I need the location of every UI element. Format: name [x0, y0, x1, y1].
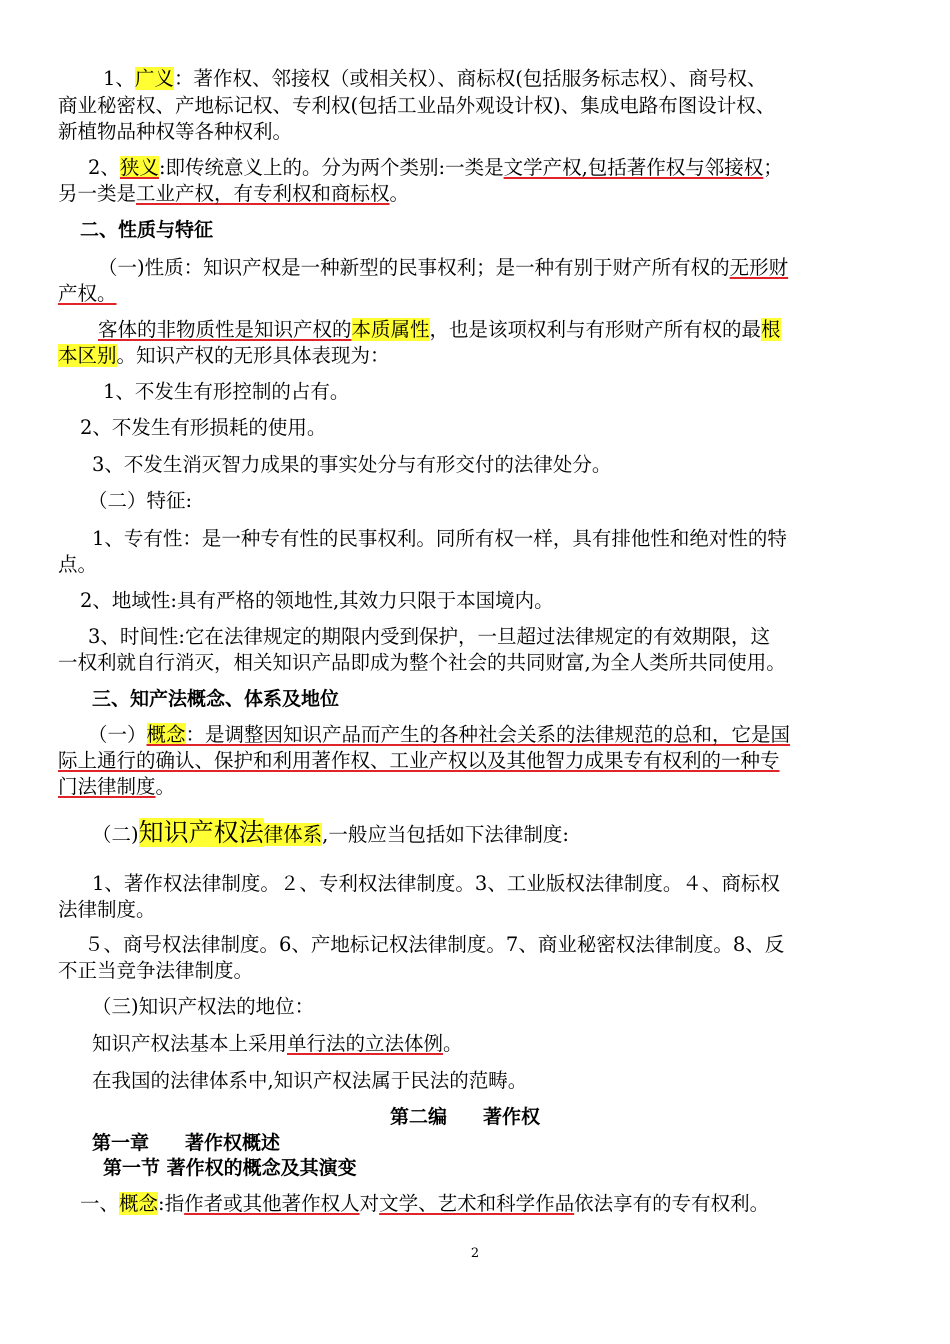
- paragraph-copyright-definition: 一、概念:指作者或其他著作权人对文学、艺术和科学作品依法享有的专有权利。: [80, 1192, 770, 1215]
- underline-industrial-property: 工业产权，有专利权和商标权: [136, 182, 390, 205]
- highlight-essential-attribute: 本质属性: [351, 318, 430, 341]
- subheading-features: （二）特征:: [88, 489, 193, 512]
- underline-works: 文学、艺术和科学作品: [379, 1192, 575, 1215]
- text-line: 商业秘密权、产地标记权、专利权(包括工业品外观设计权)、集成电路布图设计权、: [58, 94, 776, 117]
- text-line: 另一类是工业产权，有专利权和商标权。: [58, 182, 410, 205]
- text-line: 法律制度。: [58, 898, 156, 921]
- paragraph-system: （二)知识产权法律体系,一般应当包括如下法律制度:: [92, 818, 569, 847]
- section-heading: 三、知产法概念、体系及地位: [92, 688, 340, 710]
- underline-intangible: 无形财: [729, 256, 789, 279]
- text-line: 际上通行的确认、保护和利用著作权、工业产权以及其他智力成果专有权利的一种专: [58, 749, 780, 772]
- text-line: 本区别。知识产权的无形具体表现为：: [58, 344, 390, 367]
- paragraph-narrow-sense: 2、狭义:即传统意义上的。分为两个类别:一类是文学产权,包括著作权与邻接权；: [88, 156, 783, 179]
- underline-essence: 客体的非物质性是知识产权的: [98, 318, 352, 341]
- underline-single-law: 单行法的立法体例: [287, 1032, 444, 1055]
- highlight-ip-law: 知识产权法: [138, 818, 264, 847]
- paragraph-civil-law: 在我国的法律体系中,知识产权法属于民法的范畴。: [92, 1069, 528, 1092]
- part-title: 第二编 著作权: [390, 1106, 541, 1128]
- paragraph-territoriality: 2、地域性:具有严格的领地性,其效力只限于本国境内。: [80, 589, 554, 612]
- text-line: 产权。: [58, 282, 117, 305]
- text-line: 新植物品种权等各种权利。: [58, 120, 293, 143]
- underline-author: 作者或其他著作权人: [184, 1192, 360, 1215]
- highlight-broad: 广义: [134, 67, 174, 90]
- highlight-concept: 概念: [146, 723, 186, 746]
- list-item: 1、不发生有形控制的占有。: [103, 380, 350, 403]
- paragraph-law-list: 1、著作权法律制度。２、专利权法律制度。3、工业版权法律制度。４、商标权: [92, 872, 780, 895]
- paragraph-timeliness: 3、时间性:它在法律规定的期限内受到保护，一旦超过法律规定的有效期限，这: [88, 625, 770, 648]
- text-line: 门法律制度。: [58, 775, 176, 798]
- paragraph-nature: （一)性质：知识产权是一种新型的民事权利；是一种有别于财产所有权的无形财: [98, 256, 789, 279]
- text-line: 不正当竞争法律制度。: [58, 959, 254, 982]
- page-number: 2: [470, 1246, 480, 1261]
- list-item: 3、不发生消灭智力成果的事实处分与有形交付的法律处分。: [92, 453, 612, 476]
- list-item: 2、不发生有形损耗的使用。: [80, 416, 327, 439]
- text-line: 点。: [58, 553, 98, 576]
- highlight-narrow: 狭义: [119, 156, 159, 179]
- underline-literary-property: 文学产权,包括著作权与邻接权: [503, 156, 764, 179]
- paragraph-concept: （一）概念：是调整因知识产品而产生的各种社会关系的法律规范的总和，它是国: [88, 723, 791, 746]
- section-heading: 二、性质与特征: [80, 219, 214, 241]
- paragraph-essence: 客体的非物质性是知识产权的本质属性，也是该项权利与有形财产所有权的最根: [98, 318, 781, 341]
- paragraph-law-list: ５、商号权法律制度。6、产地标记权法律制度。7、商业秘密权法律制度。8、反: [84, 933, 785, 956]
- chapter-title: 第一章 著作权概述: [92, 1132, 281, 1154]
- paragraph-status: 知识产权法基本上采用单行法的立法体例。: [92, 1032, 463, 1055]
- highlight-fundamental-difference: 本区别: [58, 344, 117, 367]
- subheading-status: （三)知识产权法的地位：: [92, 995, 315, 1018]
- paragraph-exclusivity: 1、专有性：是一种专有性的民事权利。同所有权一样，具有排他性和绝对性的特: [92, 527, 787, 550]
- paragraph-broad-sense: 1、广义：著作权、邻接权（或相关权）、商标权(包括服务标志权）、商号权、: [103, 67, 767, 90]
- text-line: 一权利就自行消灭，相关知识产品即成为整个社会的共同财富,为全人类所共同使用。: [58, 651, 786, 674]
- section-title: 第一节 著作权的概念及其演变: [103, 1157, 357, 1179]
- highlight-concept: 概念: [119, 1192, 159, 1215]
